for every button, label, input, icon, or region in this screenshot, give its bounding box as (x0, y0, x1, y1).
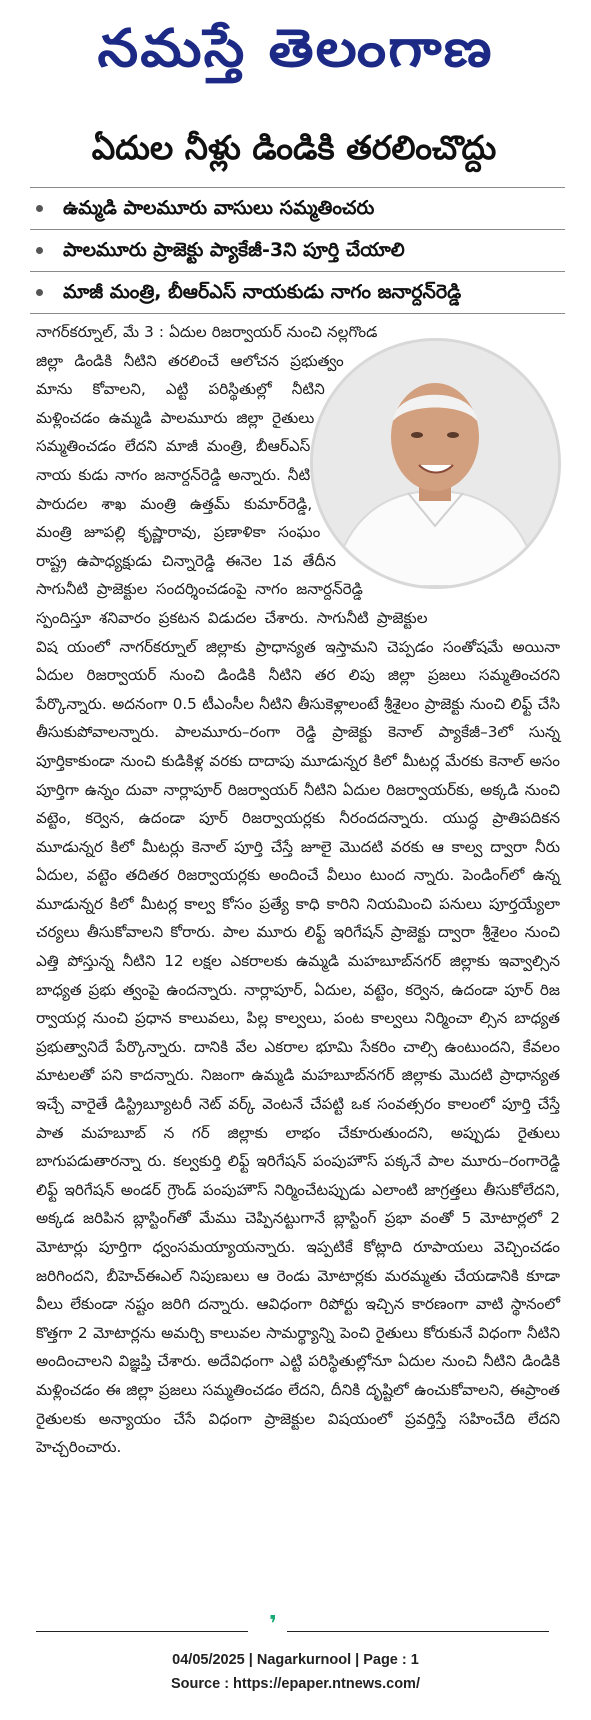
subhead-text: మాజీ మంత్రి, బీఆర్ఎస్ నాయకుడు నాగం జనార్దన్‌రెడ్డి (63, 281, 462, 303)
newspaper-title: నమస్తే తెలంగాణ (97, 17, 494, 79)
subhead-item (30, 272, 565, 312)
divider (30, 313, 565, 314)
footer-divider (287, 1631, 549, 1632)
edition-info: 04/05/2025 | Nagarkurnool | Page : 1 (172, 1652, 419, 1668)
subhead-item (30, 188, 565, 228)
article-headline: ఏదుల నీళ్లు డిండికి తరలించొద్దు (91, 128, 497, 167)
article-body (36, 318, 560, 1462)
footer-divider (36, 1631, 248, 1632)
ntnews-logo-icon: ❜ (269, 1612, 277, 1637)
bullet-icon (36, 289, 43, 296)
subhead-item (30, 230, 565, 270)
subhead-text: పాలమూరు ప్రాజెక్టు ప్యాకేజీ-3ని పూర్తి చేయాలి (63, 239, 405, 261)
masthead (0, 0, 591, 108)
source-link[interactable]: Source : https://epaper.ntnews.com/ (171, 1676, 420, 1692)
article-text: నాగర్‌కర్నూల్, మే 3 : ఏదుల రిజర్వాయర్ నుంచి నల్లగొండ జిల్లా డిండికి నీటిని తరలించే ఆలోచన ప్రభుత్వం మాను కోవాలని, ఎట్టి పరిస్థితుల్లో నీటిని మళ్లించడం ఉమ్మడి పాలమూరు జిల్లా రైతులు సమ్మతించడం లేదని మాజీ మంత్రి, బీఆర్ఎస్ నాయ కుడు నాగం జనార్దన్‌రెడ్డి అన్నారు. నీటి పారుదల శాఖ మంత్రి ఉత్తమ్‌ కుమార్‌రెడ్డి, మంత్రి జూపల్లి కృష్ణారావు, ప్రణాళికా సంఘం రాష్ట్ర ఉపాధ్యక్షుడు చిన్నారెడ్డి ఈనెల 1వ తేదీన సాగునీటి ప్రాజెక్టుల సందర్శించడంపై నాగం జనార్దన్‌రెడ్డి స్పందిస్తూ శనివారం ప్రకటన విడుదల చేశారు. సాగునీటి ప్రాజెక్టుల విష యంలో నాగర్‌కర్నూల్ జిల్లాకు ప్రాధాన్యత ఇస్తామని చెప్పడం సంతోషమే అయినా ఏదుల రిజర్వాయర్ నుంచి డిండికి నీటిని తర లిపు జిల్లా ప్రజలు సమ్మతించరని పేర్కొన్నారు. అదనంగా 0.5 టీఎంసీల నీటిని తీసుకెళ్లాలంటే శ్రీశైలం ప్రాజెక్టు నుంచి లిఫ్ట్ చేసి తీసుకుపోవాలన్నారు. పాలమూరు–రంగా రెడ్డి ప్రాజెక్టు కెనాల్ ప్యాకేజీ–3లో సున్న పూర్తికాకుండా నుంచి కుడికిళ్ల వరకు దాదాపు మూడున్నర కిలో మీటర్ల మేరకు కెనాల్ అసం పూర్తిగా ఉన్నం దువా నార్లాపూర్ రిజర్వాయర్ నీటిని ఏదుల రిజర్వాయర్‌కు, అక్కడి నుంచి వట్టెం, కర్వెన, ఉదండా పూర్ రిజర్వాయర్లకు నీరందదన్నారు. యుద్ధ ప్రాతిపదికన మూడున్నర కిలో మీటర్లు కెనాల్ పూర్తి చేస్తే జూలై మొదటి వరకు ఆ కాల్వ ద్వారా నీరు ఏదుల, వట్టెం తదితర రిజర్వాయర్లకు అందించే వీలుం టుంద న్నారు. పెండింగ్‌లో ఉన్న మూడున్నర కిలో మీటర్ల కాల్వ కోసం ప్రత్యే కాధి కారిని నియమించి పనులు పూర్తయ్యేలా చర్యలు తీసుకోవాలని కోరారు. పాల మూరు లిఫ్ట్ ఇరిగేషన్ ప్రాజెక్టు ద్వారా శ్రీశైలం నుంచి ఎత్తి పోస్తున్న నీటిని 12 లక్షల ఎకరాలకు ఉమ్మడి మహబూబ్‌నగర్ జిల్లాకు ఇవ్వాల్సిన బాధ్యత ప్రభు త్వంపై ఉందన్నారు. నార్లాపూర్, ఏదుల, వట్టెం, కర్వెన, ఉదండా పూర్ రిజ ర్వాయర్ల నుంచి ప్రధాన కాలువలు, పిల్ల కాల్వలు, పంట కాల్వలు నిర్మించా ల్సిన బాధ్యత ప్రభుత్వానిదే పేర్కొన్నారు. దానికి వేల ఎకరాల భూమి సేకరిం చాల్సి ఉంటుందని, కేవలం మాటలతో పని కాదన్నారు. నిజంగా ఉమ్మడి మహబూబ్‌నగర్ జిల్లాకు మొదటి ప్రాధాన్యత ఇచ్చే వారైతే డిస్ట్రిబ్యూటరీ నెట్ వర్క్ వెంటనే చేపట్టి ఒక సంవత్సరం కాలంలో పూర్తి చేస్తే పాత మహబూబ్ న గర్ జిల్లాకు లాభం చేకూరుతుందని, అప్పుడు రైతులు బాగుపడుతారన్నా రు. కల్వకుర్తి లిఫ్ట్ ఇరిగేషన్ పంపుహౌస్ పక్కనే పాల మూరు–రంగారెడ్డి లిఫ్ట్ ఇరిగేషన్ అండర్ గ్రౌండ్ పంపుహౌస్ నిర్మించేటప్పుడు ఎలాంటి జాగ్రత్తలు తీసుకోలేదని, అక్కడ జరిపిన బ్లాస్టింగ్‌తో మేము చెప్పినట్టుగానే బ్లాస్టింగ్ ప్రభా వంతో 5 మోటార్లలో 2 మోటార్లు పూర్తిగా ధ్వంసమయ్యాయన్నారు. ఇప్పటికే కోట్లాది రూపాయలు వెచ్చించడం జరిగిందని, బీహెచ్ఈఎల్ నిపుణులు ఆ రెండు మోటార్లకు మరమ్మతు చేయడానికి కూడా వీలు లేకుండా నష్టం జరిగి దన్నారు. ఆవిధంగా రిపోర్టు ఇచ్చిన కారణంగా వాటి స్థానంలో కొత్తగా 2 మోటార్లను అమర్చి కాలువల సామర్థ్యాన్ని పెంచి రైతులు కోరుకునే విధంగా నీటిని అందించాలని విజ్ఞప్తి చేశారు. అదేవిధంగా ఎట్టి పరిస్థితుల్లోనూ ఏదుల నుంచి నీటిని డిండికి మళ్లించడం ఈ జిల్లా ప్రజలు సమ్మతించడం లేదని, దీనికి దృష్టిలో ఉంచుకోవాలని, ఈప్రాంత రైతులకు అన్యాయం చేసే విధంగా ప్రాజెక్టుల విషయంలో ప్రవర్తిస్తే సహించేది లేదని హెచ్చరించారు. (36, 323, 560, 1457)
bullet-icon (36, 247, 43, 254)
subhead-text: ఉమ్మడి పాలమూరు వాసులు సమ్మతించరు (63, 197, 375, 219)
bullet-icon (36, 205, 43, 212)
